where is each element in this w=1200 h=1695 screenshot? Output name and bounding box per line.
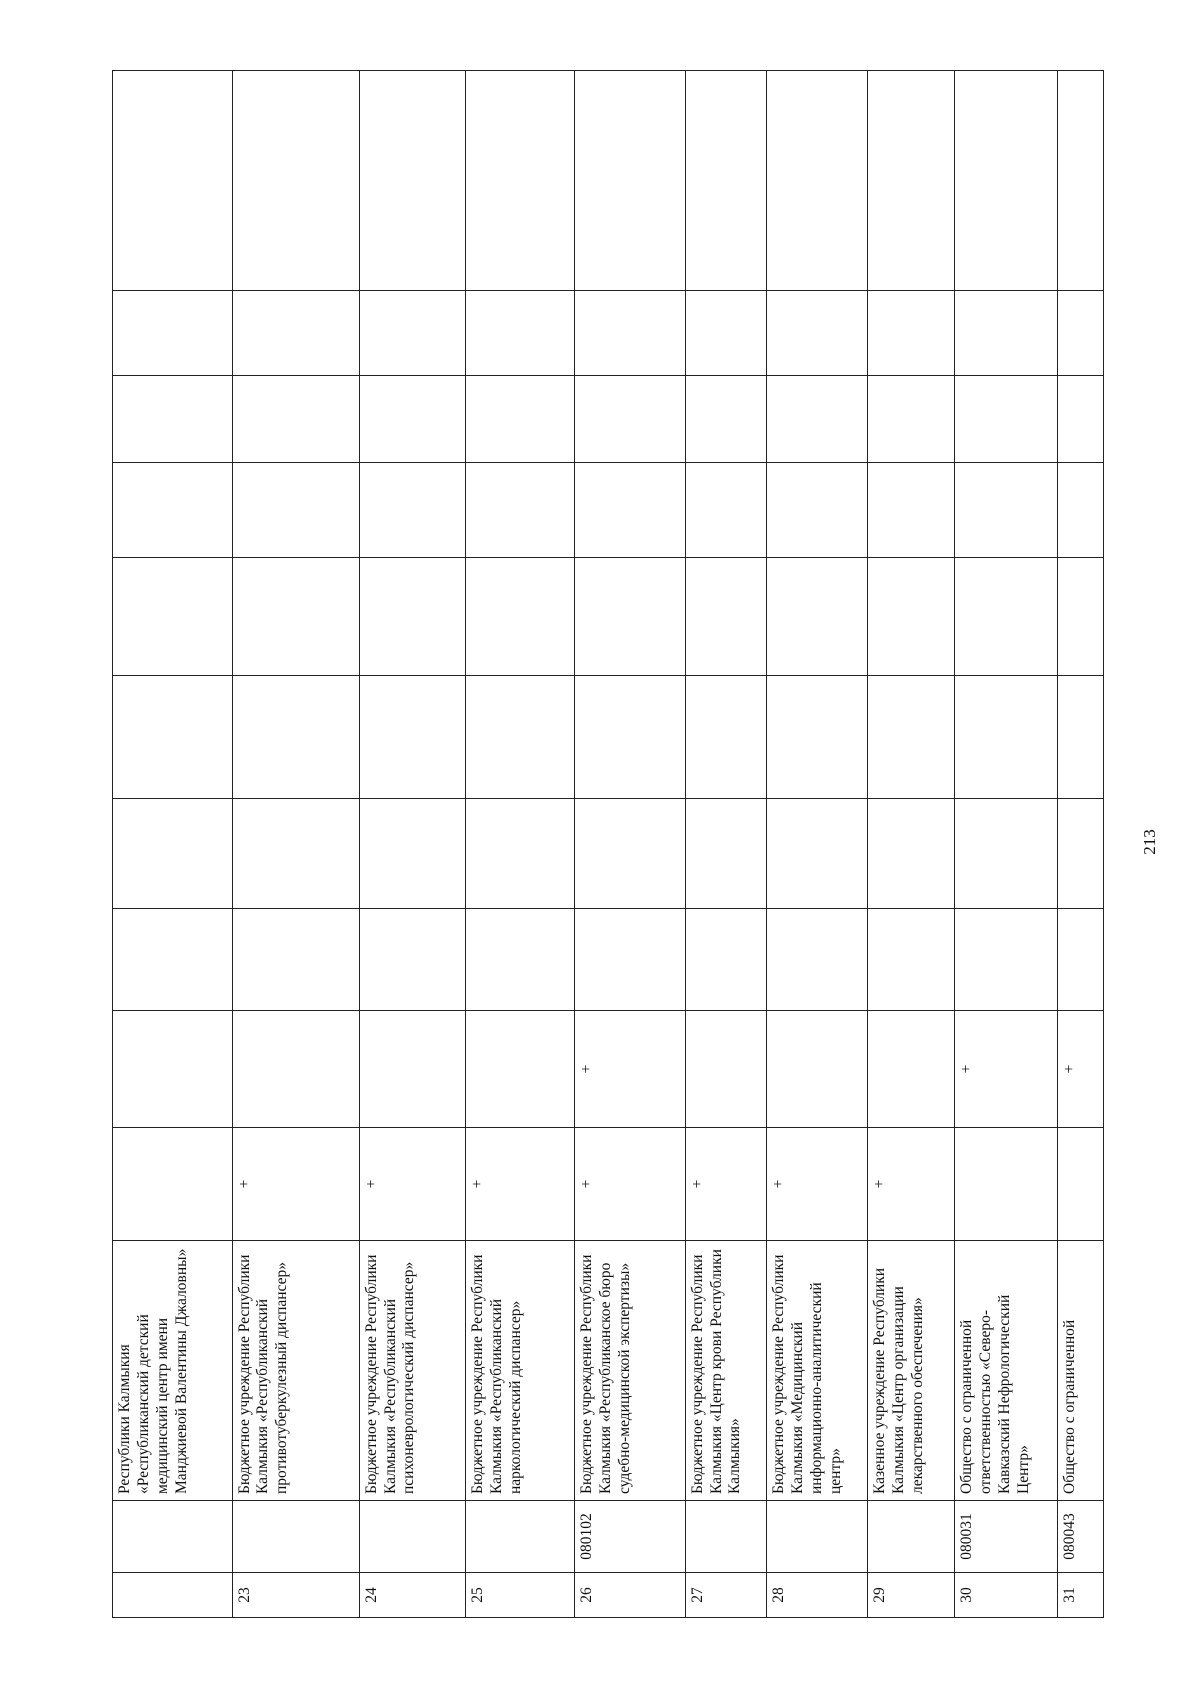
organization-name: Бюджетное учреждение Республики Калмыкия «Республиканский противотуберкулезный диспансер» [232,1240,359,1500]
mark-cell [574,70,685,290]
mark-cell [232,908,359,1010]
row-number [113,1572,233,1617]
mark-cell [1058,908,1104,1010]
mark-cell [955,290,1058,375]
mark-cell [113,375,233,462]
mark-cell [113,798,233,908]
table-row [232,70,359,1617]
row-number: 23 [232,1572,359,1617]
mark-cell [466,675,575,798]
table-row [359,70,465,1617]
mark-cell [113,675,233,798]
registry-code [466,1500,575,1572]
mark-cell [868,70,955,290]
mark-cell [685,908,766,1010]
mark-cell [685,70,766,290]
mark-cell: + [685,1127,766,1240]
mark-cell [359,70,465,290]
organization-name: Общество с ограниченной [1058,1240,1104,1500]
row-number: 29 [868,1572,955,1617]
mark-cell [685,675,766,798]
mark-cell: + [574,1010,685,1127]
mark-cell [232,375,359,462]
row-number: 27 [685,1572,766,1617]
mark-cell [1058,1127,1104,1240]
mark-cell [232,798,359,908]
registry-code [113,1500,233,1572]
mark-cell: + [574,1127,685,1240]
mark-cell [767,1010,868,1127]
table-body [113,70,1104,1617]
mark-cell [1058,375,1104,462]
mark-cell [466,557,575,675]
mark-cell: + [868,1127,955,1240]
mark-cell [685,1010,766,1127]
mark-cell [359,557,465,675]
table-row [767,70,868,1617]
mark-cell: + [1058,1010,1104,1127]
registry-code [868,1500,955,1572]
mark-cell [466,1010,575,1127]
mark-cell [685,462,766,557]
mark-cell: + [466,1127,575,1240]
mark-cell [685,375,766,462]
mark-cell [1058,798,1104,908]
mark-cell: + [232,1127,359,1240]
registry-code [359,1500,465,1572]
mark-cell [466,462,575,557]
table-row [574,70,685,1617]
mark-cell [359,375,465,462]
registry-code [767,1500,868,1572]
mark-cell [1058,675,1104,798]
mark-cell [232,290,359,375]
mark-cell [1058,557,1104,675]
row-number: 26 [574,1572,685,1617]
mark-cell [466,70,575,290]
table-row [955,70,1058,1617]
mark-cell [767,462,868,557]
organization-name: Бюджетное учреждение Республики Калмыкия «Республиканский психоневрологический диспансер» [359,1240,465,1500]
mark-cell [955,70,1058,290]
mark-cell [955,375,1058,462]
mark-cell [685,798,766,908]
table-row [466,70,575,1617]
mark-cell [232,70,359,290]
mark-cell [685,290,766,375]
mark-cell [359,1010,465,1127]
mark-cell [574,908,685,1010]
mark-cell [574,462,685,557]
mark-cell [685,557,766,675]
mark-cell [868,557,955,675]
row-number: 24 [359,1572,465,1617]
mark-cell [868,908,955,1010]
registry-code: 080102 [574,1500,685,1572]
organization-name: Бюджетное учреждение Республики Калмыкия «Республиканское бюро судебно-медицинской экспертизы» [574,1240,685,1500]
organization-name: Общество с ограниченной ответственностью «Северо-Кавказский Нефрологический Центр» [955,1240,1058,1500]
mark-cell: + [955,1010,1058,1127]
mark-cell [955,908,1058,1010]
row-number: 31 [1058,1572,1104,1617]
mark-cell [955,798,1058,908]
registry-table [112,70,1104,1618]
mark-cell [232,675,359,798]
mark-cell [767,908,868,1010]
mark-cell [466,375,575,462]
organization-name: Республики Калмыкия «Республиканский детский медицинский центр имени Манджиевой Валентины Джаловны» [113,1240,233,1500]
mark-cell [359,462,465,557]
mark-cell [767,557,868,675]
mark-cell [359,908,465,1010]
mark-cell [868,290,955,375]
mark-cell [574,675,685,798]
table-row [685,70,766,1617]
mark-cell [359,798,465,908]
mark-cell [232,462,359,557]
mark-cell [466,290,575,375]
mark-cell [359,675,465,798]
mark-cell [955,557,1058,675]
mark-cell [113,290,233,375]
registry-code: 080031 [955,1500,1058,1572]
row-number: 30 [955,1572,1058,1617]
mark-cell [767,675,868,798]
mark-cell [767,798,868,908]
table-row [113,70,233,1617]
table-row [868,70,955,1617]
table-row [1058,70,1104,1617]
mark-cell [466,908,575,1010]
mark-cell [868,462,955,557]
mark-cell [1058,462,1104,557]
mark-cell [113,908,233,1010]
table-container [112,70,1104,1617]
mark-cell [574,798,685,908]
mark-cell [1058,290,1104,375]
mark-cell [868,1010,955,1127]
mark-cell [767,290,868,375]
organization-name: Казенное учреждение Республики Калмыкия «Центр организации лекарственного обеспечения» [868,1240,955,1500]
mark-cell: + [359,1127,465,1240]
registry-code [685,1500,766,1572]
registry-code [232,1500,359,1572]
mark-cell [574,375,685,462]
page-number: 213 [1140,829,1159,855]
row-number: 25 [466,1572,575,1617]
registry-code: 080043 [1058,1500,1104,1572]
mark-cell [232,1010,359,1127]
mark-cell [113,462,233,557]
mark-cell [767,375,868,462]
mark-cell [868,375,955,462]
mark-cell [767,70,868,290]
organization-name: Бюджетное учреждение Республики Калмыкия «Центр крови Республики Калмыкия» [685,1240,766,1500]
mark-cell: + [767,1127,868,1240]
mark-cell [955,462,1058,557]
mark-cell [113,557,233,675]
mark-cell [466,798,575,908]
mark-cell [574,290,685,375]
mark-cell [955,675,1058,798]
mark-cell [955,1127,1058,1240]
mark-cell [113,70,233,290]
mark-cell [868,798,955,908]
mark-cell [113,1127,233,1240]
mark-cell [359,290,465,375]
row-number: 28 [767,1572,868,1617]
mark-cell [868,675,955,798]
mark-cell [574,557,685,675]
mark-cell [1058,70,1104,290]
organization-name: Бюджетное учреждение Республики Калмыкия «Республиканский наркологический диспансер» [466,1240,575,1500]
mark-cell [232,557,359,675]
mark-cell [113,1010,233,1127]
organization-name: Бюджетное учреждение Республики Калмыкия «Медицинский информационно-аналитический центр» [767,1240,868,1500]
